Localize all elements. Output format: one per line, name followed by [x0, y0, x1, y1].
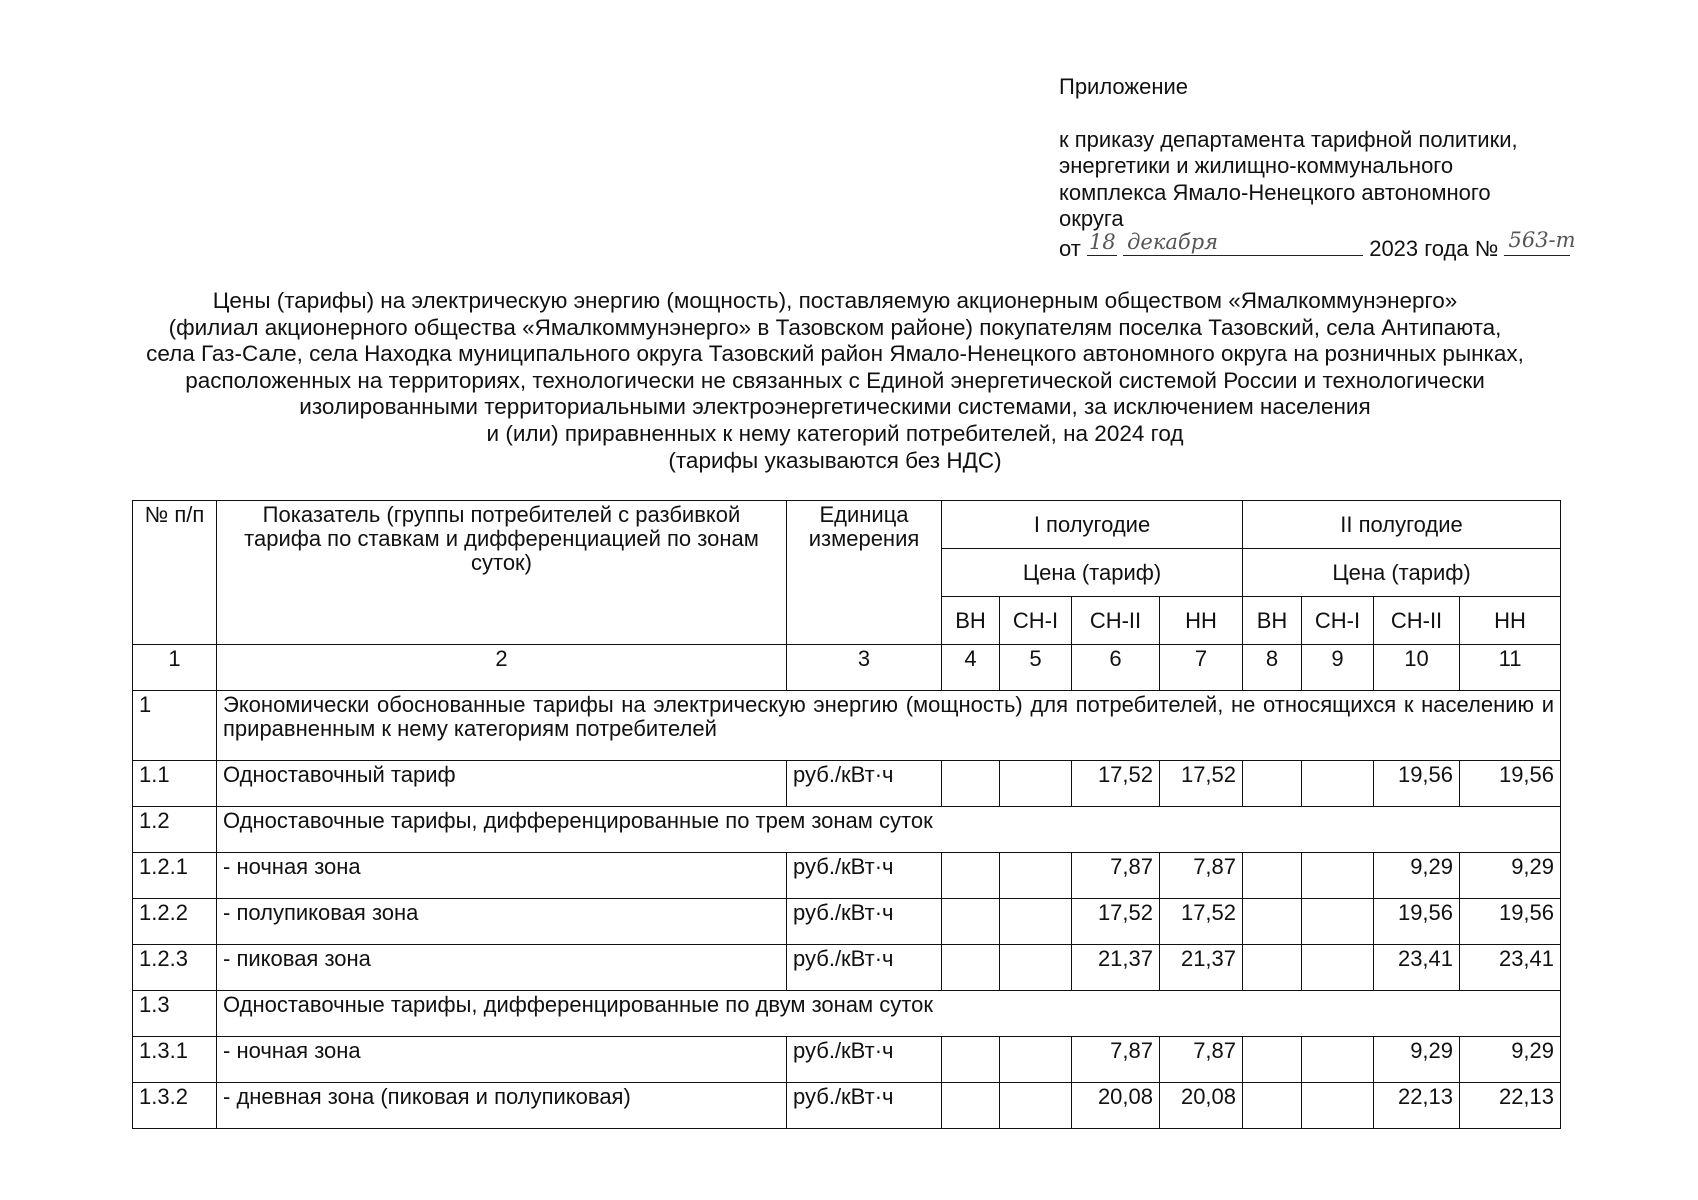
price-cell — [1000, 899, 1072, 945]
price-cell: 17,52 — [1160, 761, 1243, 807]
appendix-line: к приказу департамента тарифной политики, — [1059, 126, 1518, 152]
order-date-line — [1059, 227, 1619, 263]
unit-cell: руб./кВт·ч — [787, 945, 942, 991]
appendix-title: Приложение — [1059, 74, 1189, 99]
unit-cell: руб./кВт·ч — [787, 853, 942, 899]
header-half-2: II полугодие — [1243, 501, 1561, 549]
column-index: 2 — [217, 645, 787, 691]
price-cell — [1302, 761, 1374, 807]
table-row — [133, 761, 1561, 807]
header-level: НН — [1460, 597, 1561, 645]
price-cell: 17,52 — [1160, 899, 1243, 945]
document-heading — [60, 288, 1610, 474]
row-number: 1 — [133, 691, 217, 761]
price-cell — [1302, 899, 1374, 945]
table-row — [133, 1037, 1561, 1083]
price-cell — [1000, 945, 1072, 991]
unit-cell: руб./кВт·ч — [787, 761, 942, 807]
column-index: 10 — [1374, 645, 1460, 691]
price-cell: 7,87 — [1072, 1037, 1160, 1083]
tariff-body — [133, 691, 1561, 1129]
header-level: ВН — [942, 597, 1000, 645]
column-index: 7 — [1160, 645, 1243, 691]
price-cell — [942, 1083, 1000, 1129]
price-cell: 9,29 — [1374, 1037, 1460, 1083]
indicator-name: - дневная зона (пиковая и полупиковая) — [217, 1083, 787, 1129]
price-cell — [942, 945, 1000, 991]
row-number: 1.1 — [133, 761, 217, 807]
header-level: ВН — [1243, 597, 1302, 645]
appendix-line: комплекса Ямало-Ненецкого автономного — [1059, 179, 1491, 205]
header-level: СН-II — [1072, 597, 1160, 645]
price-cell — [942, 853, 1000, 899]
price-cell: 22,13 — [1374, 1083, 1460, 1129]
price-cell: 19,56 — [1460, 761, 1561, 807]
heading-line: (филиал акционерного общества «Ямалкоммунэнерго» в Тазовском районе) покупателям поселка Тазовский, села Антипаюта, — [168, 314, 1502, 340]
price-cell — [1000, 1037, 1072, 1083]
tariff-table — [132, 500, 1561, 1129]
price-cell: 19,56 — [1460, 899, 1561, 945]
price-cell: 20,08 — [1072, 1083, 1160, 1129]
price-cell: 9,29 — [1374, 853, 1460, 899]
section-title: Одноставочные тарифы, дифференцированные по трем зонам суток — [217, 807, 1561, 853]
price-cell: 17,52 — [1072, 761, 1160, 807]
row-number: 1.2.3 — [133, 945, 217, 991]
price-cell — [1243, 899, 1302, 945]
price-cell — [1243, 945, 1302, 991]
price-cell: 20,08 — [1160, 1083, 1243, 1129]
price-cell: 17,52 — [1072, 899, 1160, 945]
header-number: № п/п — [133, 501, 217, 645]
indicator-name: - полупиковая зона — [217, 899, 787, 945]
heading-line: Цены (тарифы) на электрическую энергию (мощность), поставляемую акционерным обществом «Ямалкоммунэнерго» — [212, 288, 1458, 313]
unit-cell: руб./кВт·ч — [787, 1037, 942, 1083]
header-price-2: Цена (тариф) — [1243, 549, 1561, 597]
header-level: СН-II — [1374, 597, 1460, 645]
price-cell: 19,56 — [1374, 899, 1460, 945]
table-row — [133, 945, 1561, 991]
heading-line: (тарифы указываются без НДС) — [668, 447, 1002, 473]
appendix-line: энергетики и жилищно-коммунального — [1059, 153, 1454, 178]
price-cell — [1302, 853, 1374, 899]
indicator-name: - пиковая зона — [217, 945, 787, 991]
header-level: НН — [1160, 597, 1243, 645]
row-number: 1.3 — [133, 991, 217, 1037]
header-price-1: Цена (тариф) — [942, 549, 1243, 597]
row-number: 1.2 — [133, 807, 217, 853]
indicator-name: - ночная зона — [217, 853, 787, 899]
indicator-name: - ночная зона — [217, 1037, 787, 1083]
handwritten-day: 18 — [1088, 229, 1116, 254]
table-row — [133, 899, 1561, 945]
section-title: Экономически обоснованные тарифы на электрическую энергию (мощность) для потребителей, не относящихся к населению и приравненным к нему категориям потребителей — [217, 691, 1561, 761]
table-section-row — [133, 691, 1561, 761]
table-section-row — [133, 807, 1561, 853]
price-cell: 9,29 — [1460, 853, 1561, 899]
column-index: 4 — [942, 645, 1000, 691]
price-cell — [942, 899, 1000, 945]
price-cell: 23,41 — [1460, 945, 1561, 991]
appendix-line: округа — [1059, 206, 1124, 231]
year-label: 2023 года № — [1369, 235, 1499, 261]
column-index: 1 — [133, 645, 217, 691]
from-label: от — [1059, 235, 1081, 261]
price-cell: 21,37 — [1160, 945, 1243, 991]
header-level: СН-I — [1000, 597, 1072, 645]
row-number: 1.3.1 — [133, 1037, 217, 1083]
price-cell: 9,29 — [1460, 1037, 1561, 1083]
column-index: 5 — [1000, 645, 1072, 691]
handwritten-month: декабря — [1127, 229, 1219, 254]
column-index: 9 — [1302, 645, 1374, 691]
column-index-row — [133, 645, 1561, 691]
heading-line: села Газ-Сале, села Находка муниципального округа Тазовский район Ямало-Ненецкого автономного округа на розничных рынках, — [146, 341, 1524, 367]
column-index: 3 — [787, 645, 942, 691]
table-section-row — [133, 991, 1561, 1037]
day-field — [1087, 229, 1117, 256]
price-cell — [1243, 1083, 1302, 1129]
header-indicator: Показатель (группы потребителей с разбивкой тарифа по ставкам и дифференциацией по зонам суток) — [217, 501, 787, 645]
price-cell — [942, 1037, 1000, 1083]
price-cell: 21,37 — [1072, 945, 1160, 991]
price-cell — [1000, 761, 1072, 807]
table-row — [133, 1083, 1561, 1129]
heading-line: расположенных на территориях, технологически не связанных с Единой энергетической системой России и технологически — [185, 367, 1485, 393]
price-cell: 7,87 — [1160, 853, 1243, 899]
price-cell — [1243, 853, 1302, 899]
price-cell: 22,13 — [1460, 1083, 1561, 1129]
unit-cell: руб./кВт·ч — [787, 1083, 942, 1129]
row-number: 1.3.2 — [133, 1083, 217, 1129]
price-cell: 23,41 — [1374, 945, 1460, 991]
price-cell — [1243, 761, 1302, 807]
row-number: 1.2.1 — [133, 853, 217, 899]
column-index: 6 — [1072, 645, 1160, 691]
price-cell — [1000, 1083, 1072, 1129]
section-title: Одноставочные тарифы, дифференцированные по двум зонам суток — [217, 991, 1561, 1037]
unit-cell: руб./кВт·ч — [787, 899, 942, 945]
header-level: СН-I — [1302, 597, 1374, 645]
heading-line: и (или) приравненных к нему категорий потребителей, на 2024 год — [486, 420, 1184, 446]
indicator-name: Одноставочный тариф — [217, 761, 787, 807]
month-field — [1123, 229, 1363, 256]
price-cell: 19,56 — [1374, 761, 1460, 807]
column-index: 8 — [1243, 645, 1302, 691]
row-number: 1.2.2 — [133, 899, 217, 945]
price-cell — [1000, 853, 1072, 899]
price-cell: 7,87 — [1160, 1037, 1243, 1083]
handwritten-number: 563-т — [1508, 227, 1576, 252]
heading-line: изолированными территориальными электроэнергетическими системами, за исключением населения — [299, 394, 1371, 420]
column-index: 11 — [1460, 645, 1561, 691]
number-field — [1504, 227, 1576, 256]
price-cell — [942, 761, 1000, 807]
price-cell — [1302, 1083, 1374, 1129]
header-unit: Единица измерения — [787, 501, 942, 645]
price-cell — [1302, 1037, 1374, 1083]
header-half-1: I полугодие — [942, 501, 1243, 549]
table-row — [133, 853, 1561, 899]
price-cell — [1243, 1037, 1302, 1083]
appendix-block — [1059, 74, 1619, 262]
price-cell — [1302, 945, 1374, 991]
price-cell: 7,87 — [1072, 853, 1160, 899]
